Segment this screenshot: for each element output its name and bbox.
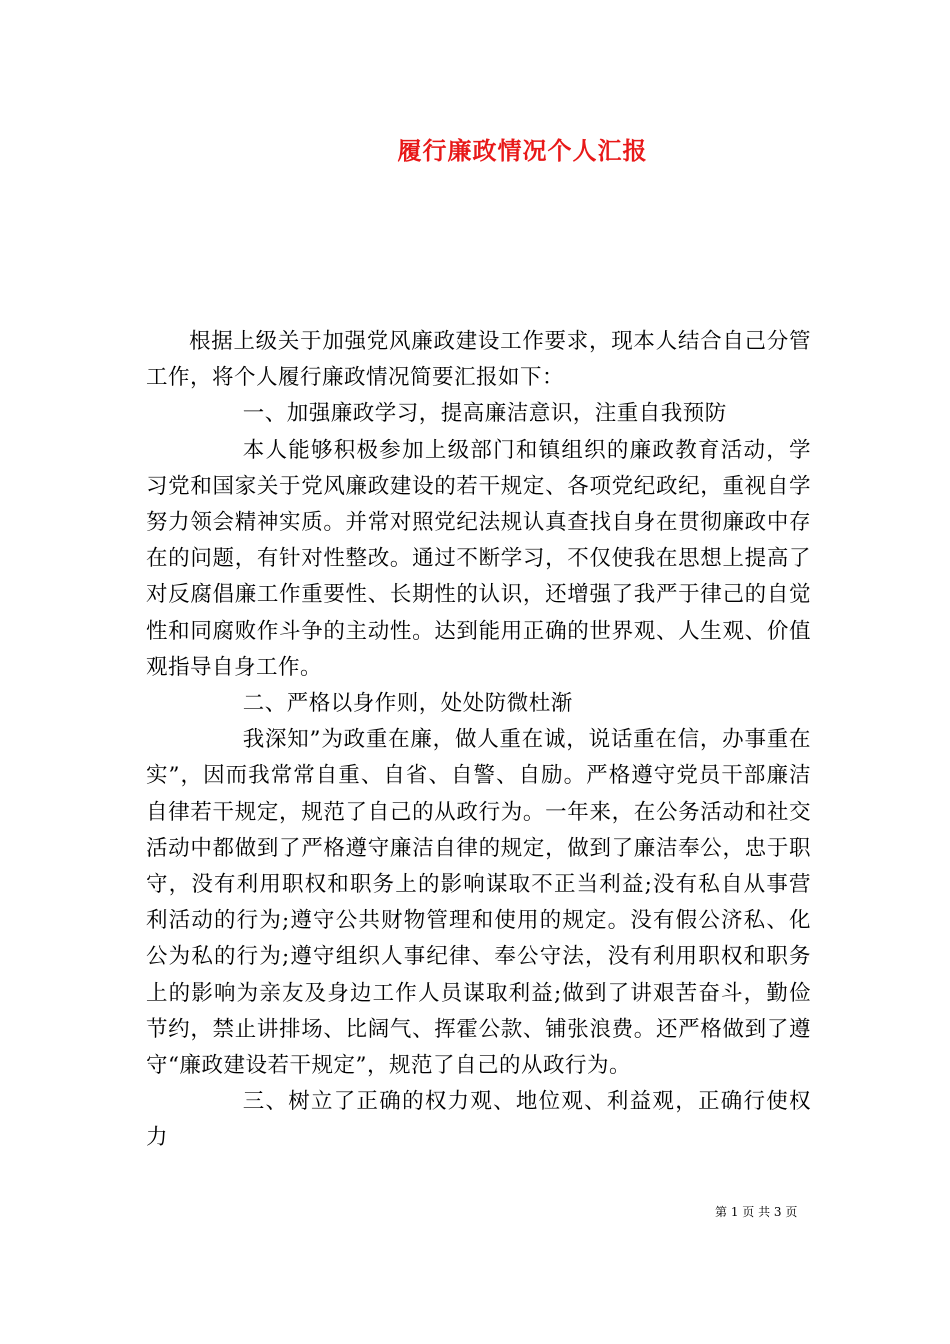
document-title: 履行廉政情况个人汇报 [397,136,648,165]
document-body [146,324,811,1157]
section-paragraph-1: 本人能够积极参加上级部门和镇组织的廉政教育活动，学习党和国家关于党风廉政建设的若干规定、各项党纪政纪，重视自学努力领会精神实质。并常对照党纪法规认真查找自身在贯彻廉政中存在的问题，有针对性整改。通过不断学习，不仅使我在思想上提高了对反腐倡廉工作重要性、长期性的认识，还增强了我严于律己的自觉性和同腐败作斗争的主动性。达到能用正确的世界观、人生观、价值观指导自身工作。 [146,437,811,680]
section-heading-1: 一、加强廉政学习，提高廉洁意识，注重自我预防 [242,401,727,427]
intro-paragraph: 根据上级关于加强党风廉政建设工作要求，现本人结合自己分管工作，将个人履行廉政情况简要汇报如下： [146,329,811,391]
section-paragraph-2: 我深知”为政重在廉，做人重在诚，说话重在信，办事重在实”，因而我常常自重、自省、自警、自励。严格遵守党员干部廉洁自律若干规定，规范了自己的从政行为。一年来，在公务活动和社交活动中都做到了严格遵守廉洁自律的规定，做到了廉洁奉公，忠于职守，没有利用职权和职务上的影响谋取不正当利益;没有私自从事营利活动的行为;遵守公共财物管理和使用的规定。没有假公济私、化公为私的行为;遵守组织人事纪律、奉公守法，没有利用职权和职务上的影响为亲友及身边工作人员谋取利益;做到了讲艰苦奋斗，勤俭节约，禁止讲排场、比阔气、挥霍公款、铺张浪费。还严格做到了遵守“廉政建设若干规定”，规范了自己的从政行为。 [146,727,811,1079]
section-heading-2: 二、严格以身作则，处处防微杜渐 [242,691,573,717]
page-indicator: 第 1 页 共 3 页 [715,1205,798,1219]
section-heading-3: 三、树立了正确的权力观、地位观、利益观，正确行使权力 [146,1089,811,1151]
